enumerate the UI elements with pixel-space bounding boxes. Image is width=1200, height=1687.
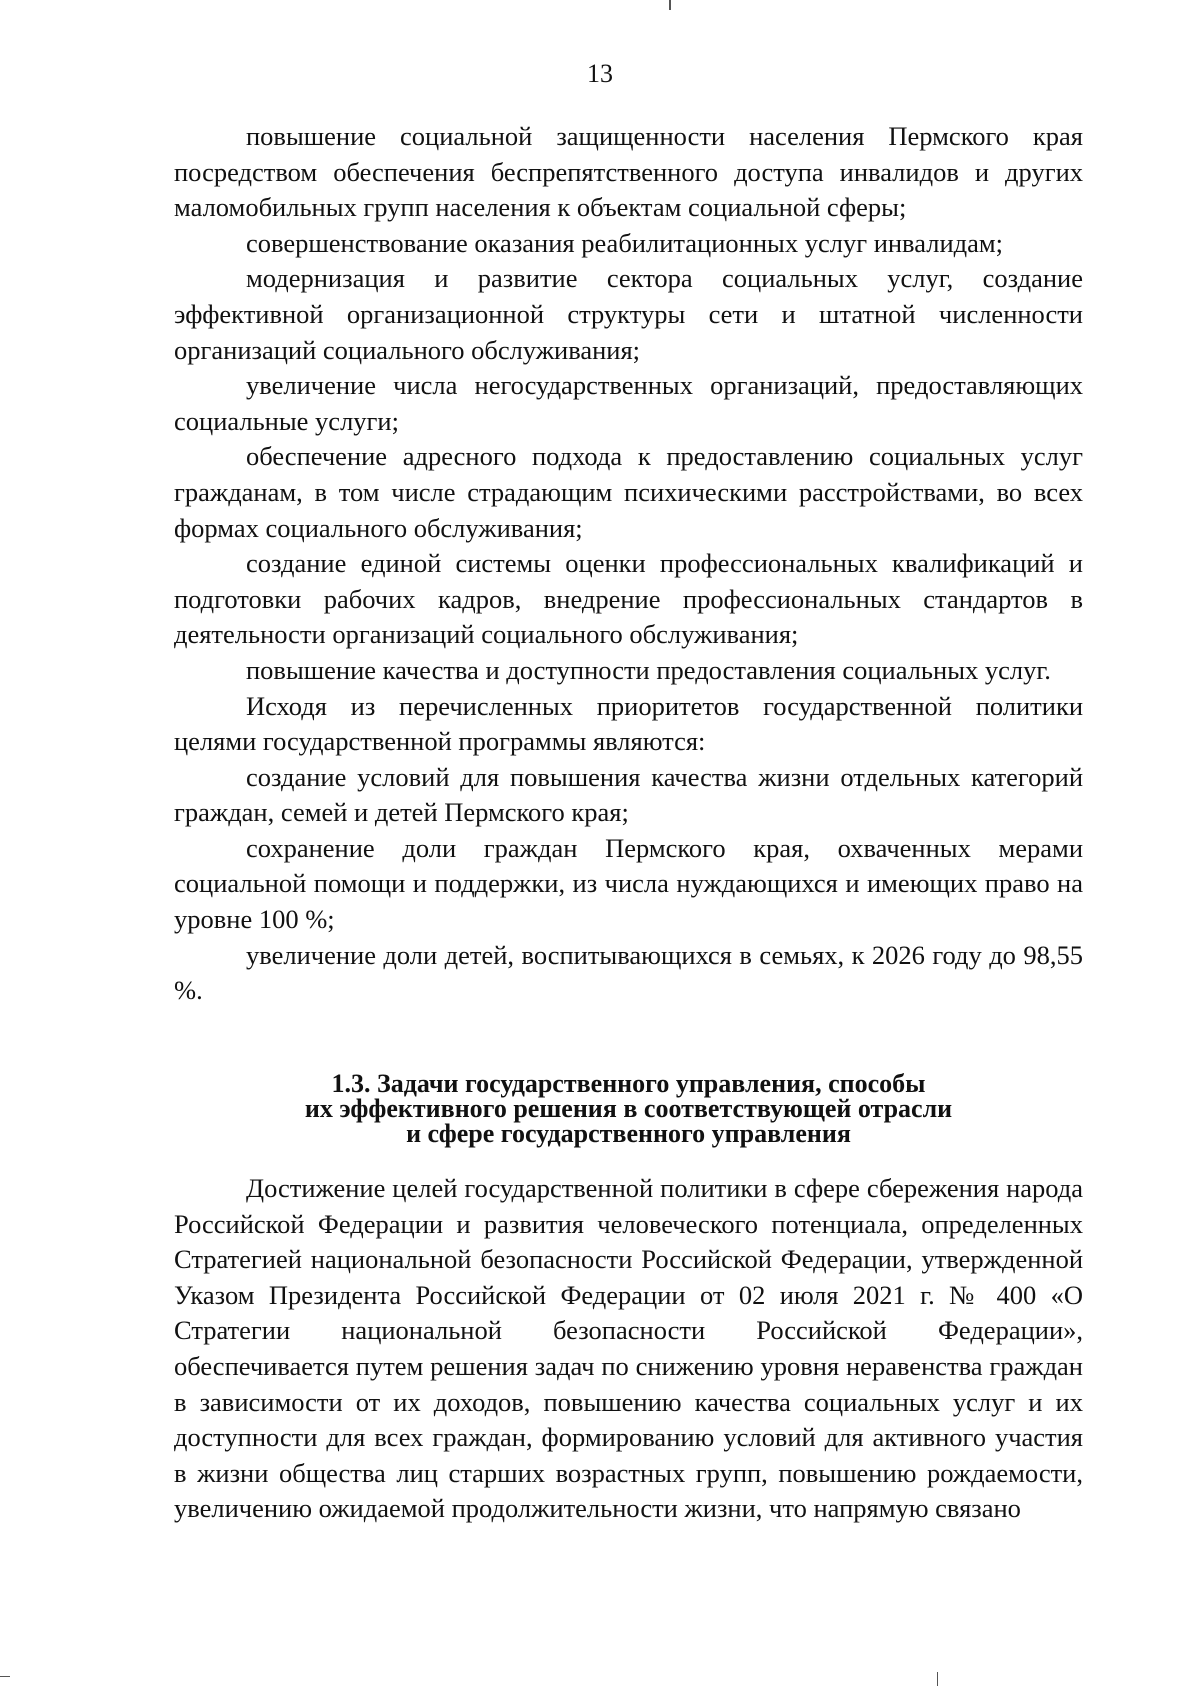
section-heading [174, 1071, 1083, 1146]
paragraph: обеспечение адресного подхода к предоставлению социальных услуг гражданам, в том числе страдающим психическими расстройствами, во всех формах социального обслуживания; [174, 441, 1083, 543]
section-heading-line: и сфере государственного управления [406, 1119, 851, 1148]
page-number: 13 [587, 59, 613, 88]
paragraph: совершенствование оказания реабилитационных услуг инвалидам; [246, 227, 1003, 258]
paragraph: Исходя из перечисленных приоритетов государственной политики целями государственной программы являются: [174, 690, 1083, 757]
section-heading-line: 1.3. Задачи государственного управления, способы [331, 1069, 926, 1098]
paragraph: Достижение целей государственной политики в сфере сбережения народа Российской Федерации и развития человеческого потенциала, определенных Стратегией национальной безопасности Российской Федерации, утвержденной Указом Президента Российской Федерации от 02 июля 2021 г. № 400 «О Стратегии национальной безопасности Российской Федерации», обеспечивается путем решения задач по снижению уровня неравенства граждан в зависимости от их доходов, повышению качества социальных услуг и их доступности для всех граждан, формированию условий для активного участия в жизни общества лиц старших возрастных групп, повышению рождаемости, увеличению ожидаемой продолжительности жизни, что напрямую связано [174, 1173, 1083, 1524]
paragraph: модернизация и развитие сектора социальных услуг, создание эффективной организационной структуры сети и штатной численности организаций социального обслуживания; [174, 263, 1083, 365]
paragraph: создание единой системы оценки профессиональных квалификаций и подготовки рабочих кадров, внедрение профессиональных стандартов в деятельности организаций социального обслуживания; [174, 548, 1083, 650]
scan-edge-mark-top [669, 0, 671, 10]
paragraph: сохранение доли граждан Пермского края, охваченных мерами социальной помощи и поддержки, из числа нуждающихся и имеющих право на уровне 100 %; [174, 832, 1083, 935]
text-block-after-heading [174, 1171, 1083, 1527]
paragraph: повышение качества и доступности предоставления социальных услуг. [246, 654, 1051, 685]
scan-edge-mark-left [0, 1676, 10, 1677]
paragraph: повышение социальной защищенности населения Пермского края посредством обеспечения беспрепятственного доступа инвалидов и других маломобильных групп населения к объектам социальной сферы; [174, 121, 1083, 223]
paragraph: увеличение числа негосударственных организаций, предоставляющих социальные услуги; [174, 370, 1083, 436]
paragraph: увеличение доли детей, воспитывающихся в семьях, к 2026 году до 98,55 %. [174, 939, 1083, 1006]
text-block-before-heading [174, 119, 1083, 1009]
paragraph: создание условий для повышения качества жизни отдельных категорий граждан, семей и детей Пермского края; [174, 761, 1083, 828]
scan-edge-mark-bottom [937, 1672, 938, 1686]
section-heading-line: их эффективного решения в соответствующей отрасли [304, 1094, 953, 1123]
